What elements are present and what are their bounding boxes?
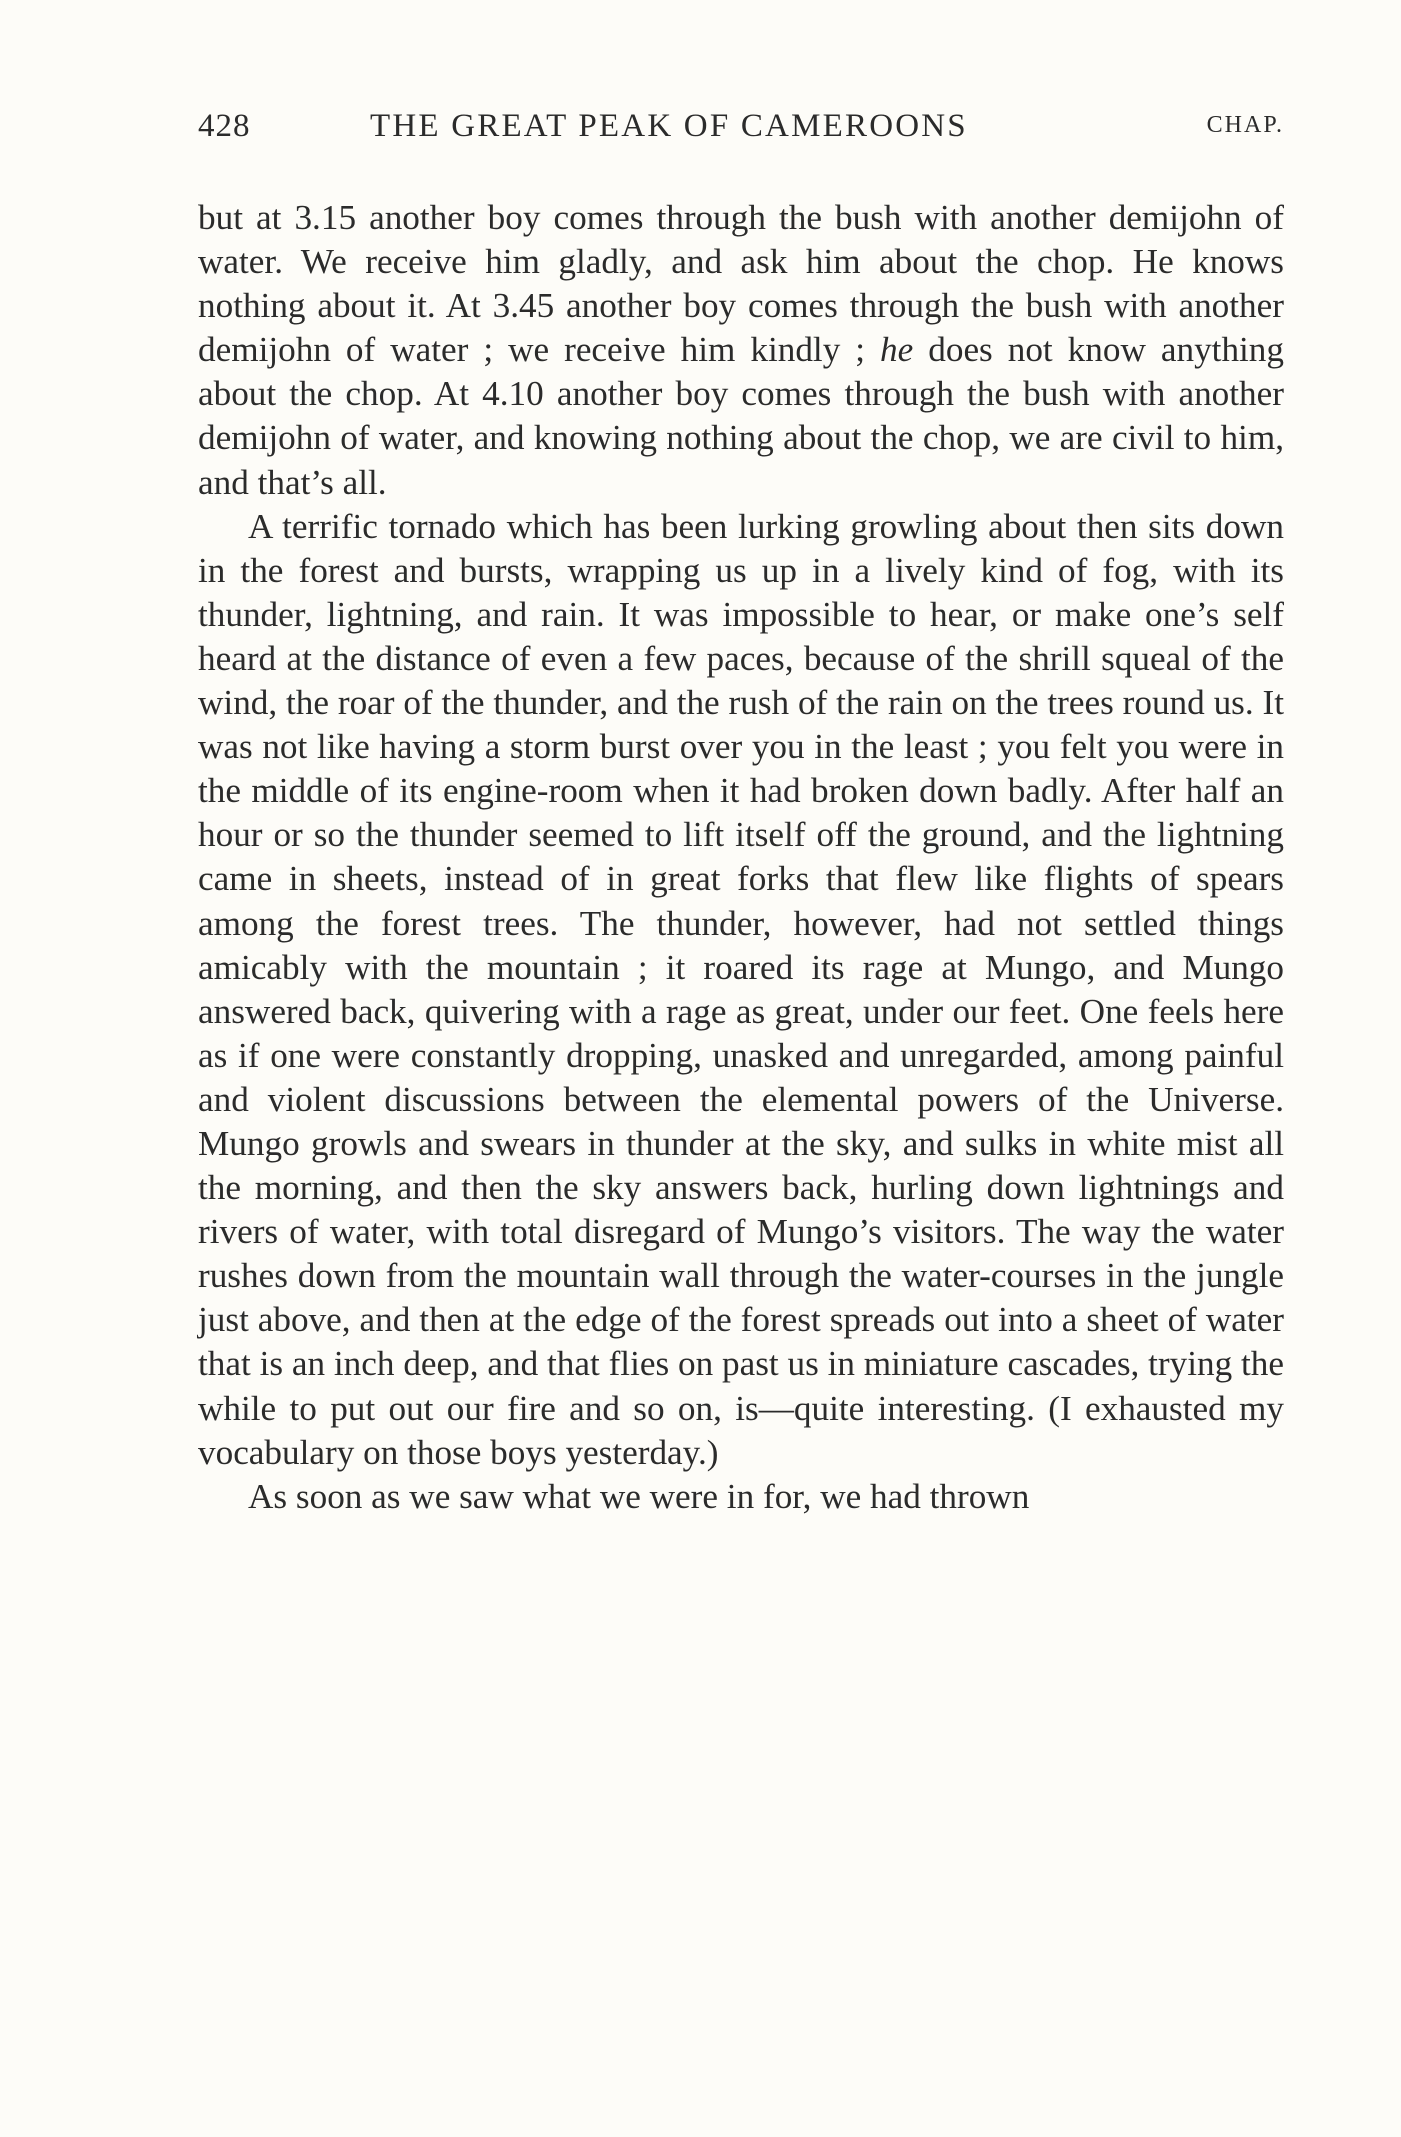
paragraph-tornado: A terrific tornado which has been lurking growling about then sits down in the forest and bursts, wrapping us up in a lively kind of fog, with its thunder, lightning, and rain. It was impossible to hear, or make one’s self heard at the distance of even a few paces, because of the shrill squeal of the wind, the roar of the thunder, and the rush of the rain on the trees round us. It was not like having a storm burst over you in the least ; you felt you were in the middle of its engine-room when it had broken down badly. After half an hour or so the thunder seemed to lift itself off the ground, and the lightning came in sheets, instead of in great forks that flew like flights of spears among the forest trees. The thunder, however, had not settled things amicably with the mountain ; it roared its rage at Mungo, and Mungo answered back, quivering with a rage as great, under our feet. One feels here as if one were constantly dropping, unasked and unregarded, among painful and violent discussions between the elemental powers of the Universe. Mungo growls and swears in thunder at the sky, and sulks in white mist all the morning, and then the sky answers back, hurling down lightnings and rivers of water, with total disregard of Mungo’s visitors. The way the water rushes down from the mountain wall through the water-courses in the jungle just above, and then at the edge of the forest spreads out into a sheet of water that is an inch deep, and that flies on past us in miniature cascades, trying the while to put out our fire and so on, is—quite interesting. (I exhausted my vocabulary on those boys yesterday.) (198, 506, 1284, 1472)
paragraph-continued (198, 196, 1284, 505)
book-page (198, 108, 1284, 1519)
paragraph-closing: As soon as we saw what we were in for, we had thrown (248, 1476, 1030, 1516)
paragraph-text-before-italic: but at 3.15 another boy comes through the bush with another demijohn of water. We receive him gladly, and ask him about the chop. He knows nothing about it. At 3.45 another boy comes through the bush with another demijohn of water ; we receive him kindly ; (198, 198, 1284, 370)
italic-word: he (880, 330, 914, 370)
paragraph-text-after-italic: does not know anything about the chop. At 4.10 another boy comes through the bush with another demijohn of water, and knowing nothing about the chop, we are civil to him, and that’s all. (198, 330, 1284, 502)
running-title: THE GREAT PEAK OF CAMEROONS (370, 108, 968, 144)
page-number: 428 (198, 108, 251, 144)
running-head (198, 108, 1284, 156)
body-text (198, 196, 1284, 1519)
chapter-label: CHAP. (1206, 112, 1284, 138)
